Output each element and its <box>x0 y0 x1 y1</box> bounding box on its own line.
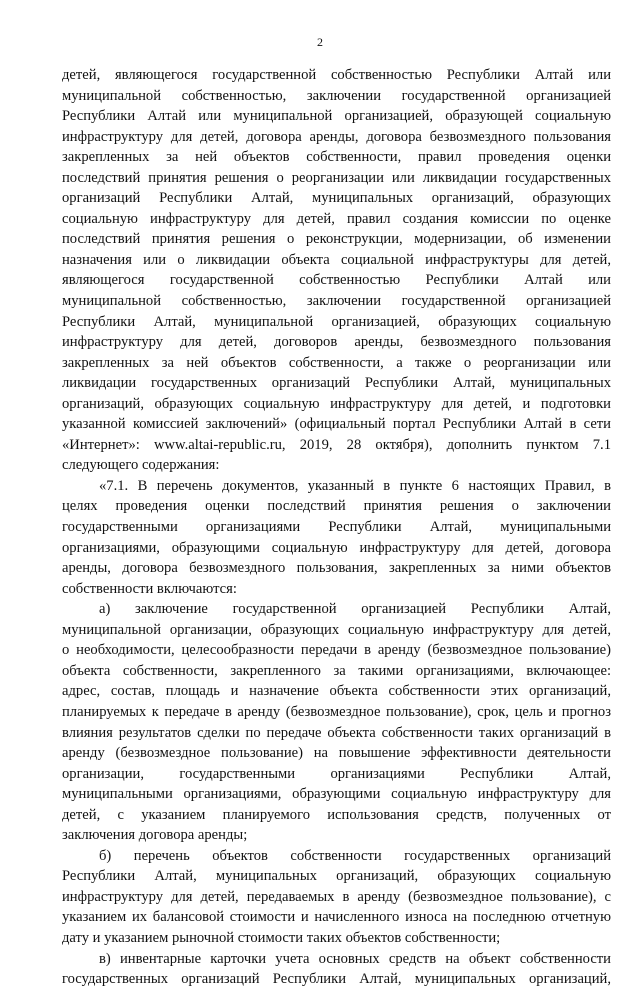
text-line: являющегося государственной собственностью Республики Алтай или <box>62 272 611 289</box>
text-line: последствий принятия решения о реорганизации или ликвидации государственных <box>62 169 611 186</box>
text-line: инфраструктуру для детей, договора аренды, договора безвозмездного пользования <box>62 128 611 145</box>
text-line: заключения договора аренды; <box>62 827 248 844</box>
text-line: дату и указанием рыночной стоимости таких объектов собственности; <box>62 929 501 946</box>
text-line: закрепленных за ней объектов собственности, а также о реорганизации или <box>62 354 611 371</box>
text-line: государственных организаций Республики Алтай, муниципальных организаций, <box>62 971 611 988</box>
text-line: адрес, состав, площадь и назначение объекта собственности этих организаций, <box>62 683 611 700</box>
text-line: собственности включаются: <box>62 580 237 597</box>
text-line: инфраструктуру для детей, договоров аренды, безвозмездного пользования <box>62 334 611 351</box>
text-line: инфраструктуру для детей, передаваемых в аренду (безвозмездное пользование), с <box>62 888 611 905</box>
text-line: целях проведения оценки последствий принятия решения о заключении <box>62 498 611 515</box>
text-line: аренды, договора безвозмездного пользования, закрепленных за ними объектов <box>62 560 611 577</box>
text-line: муниципальной организации, образующих социальную инфраструктуру для детей, <box>62 621 611 638</box>
text-line: «Интернет»: www.altai-republic.ru, 2019, 28 октября), дополнить пунктом 7.1 <box>62 436 611 453</box>
page-number: 2 <box>317 35 323 49</box>
text-line: указанной комиссией заключений» (официальный портал Республики Алтай в сети <box>62 416 611 433</box>
text-line: организаций, образующих социальную инфраструктуру для детей, и подготовки <box>62 395 611 412</box>
text-line: назначения или о ликвидации объекта социальной инфраструктуры для детей, <box>62 251 611 268</box>
text-line: а) заключение государственной организацией Республики Алтай, <box>99 601 611 618</box>
text-line: социальную инфраструктуру для детей, правил создания комиссии по оценке <box>62 210 611 227</box>
text-line: организациями, образующими социальную инфраструктуру для детей, договора <box>62 539 611 556</box>
text-line: влияния результатов сделки по передаче объекта собственности таких организаций в <box>62 724 611 741</box>
text-line: Республики Алтай, муниципальной организацией, образующих социальную <box>62 313 611 330</box>
text-line: последствий принятия решения о реконструкции, модернизации, об изменении <box>62 231 611 248</box>
body-text <box>62 65 611 990</box>
text-line: организации, государственными организациями Республики Алтай, <box>62 765 611 782</box>
text-line: детей, являющегося государственной собственностью Республики Алтай или <box>62 67 611 83</box>
text-line: объекта собственности, закрепленного за такими организациями, включающее: <box>62 662 611 679</box>
text-line: Республики Алтай, муниципальных организаций, образующих социальную <box>62 868 611 885</box>
text-line: указанием их балансовой стоимости и начисленного износа на последнюю отчетную <box>62 909 611 926</box>
text-line: аренду (безвозмездное пользование) на повышение эффективности деятельности <box>62 745 611 762</box>
text-line: о необходимости, целесообразности передачи в аренду (безвозмездное пользование) <box>62 642 611 659</box>
text-line: муниципальной собственностью, заключении государственной организацией <box>62 87 611 104</box>
text-line: следующего содержания: <box>62 457 220 474</box>
text-line: детей, с указанием планируемого использования средств, полученных от <box>62 806 611 823</box>
text-line: б) перечень объектов собственности государственных организаций <box>99 847 611 864</box>
text-line: закрепленных за ней объектов собственности, правил проведения оценки <box>62 149 611 166</box>
text-line: Республики Алтай или муниципальной организацией, образующей социальную <box>62 108 611 125</box>
text-line: «7.1. В перечень документов, указанный в пункте 6 настоящих Правил, в <box>99 477 611 494</box>
text-line: ликвидации государственных организаций Республики Алтай, муниципальных <box>62 375 611 392</box>
text-line: в) инвентарные карточки учета основных средств на объект собственности <box>99 950 611 967</box>
text-line: планируемых к передаче в аренду (безвозмездное пользование), срок, цель и прогноз <box>62 703 611 720</box>
text-line: организаций Республики Алтай, муниципальных организаций, образующих <box>62 190 611 207</box>
text-line: муниципальной собственностью, заключении государственной организацией <box>62 293 611 310</box>
text-line: муниципальными организациями, образующими социальную инфраструктуру для <box>62 786 611 803</box>
text-line: государственными организациями Республики Алтай, муниципальными <box>62 519 611 536</box>
